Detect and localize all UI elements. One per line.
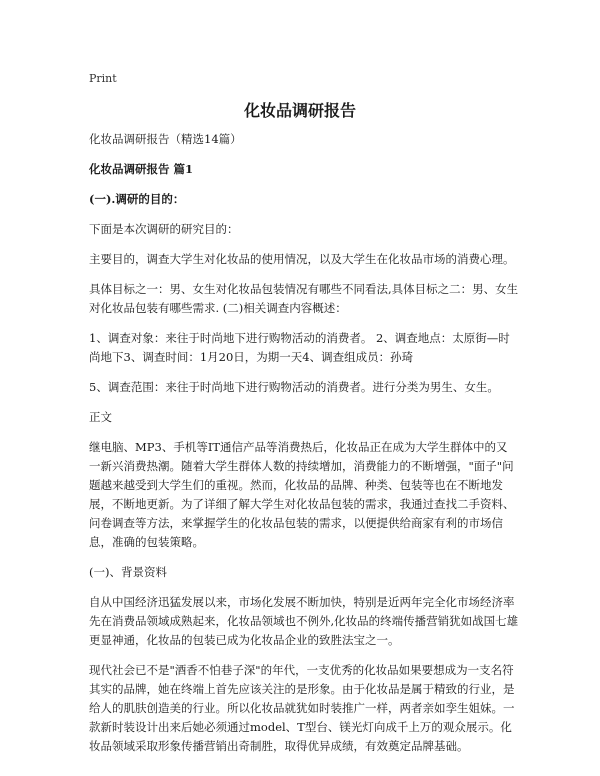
page-title: 化妆品调研报告 [243, 101, 356, 120]
subtitle: 化妆品调研报告（精选14篇） [89, 132, 242, 146]
paragraph: 5、调查范围：来往于时尚地下进行购物活动的消费者。进行分类为男生、女生。 [89, 380, 499, 394]
section-heading: 化妆品调研报告 篇1 [89, 162, 194, 176]
body-heading: 正文 [89, 410, 112, 424]
print-label[interactable]: Print [89, 72, 117, 85]
paragraph: 继电脑、MP3、手机等IT通信产品等消费热后，化妆品正在成为大学生群体中的又一新兴消费热潮。随着大学生群体人数的持续增加，消费能力的不断增强，"面子"问题越来越受到大学生们的重视。然而，化妆品的品牌、种类、包装等也在不断地发展，不断地更新。为了详细了解大学生对化妆品包装的需求，我通过查找二手资料、问卷调查等方法，来掌握学生的化妆品包装的需求，以便提供给商家有利的市场信息，准确的包装策略。 [89, 440, 515, 549]
paragraph: 1、调查对象：来往于时尚地下进行购物活动的消费者。 2、调查地点：太原街—时尚地下3、调查时间：1月20日，为期一天4、调查组成员：孙琦 [89, 331, 510, 364]
paragraph: 现代社会已不是"酒香不怕巷子深"的年代，一支优秀的化妆品如果要想成为一支名符其实的品牌，她在终端上首先应该关注的是形象。由于化妆品是属于精致的行业，是给人的肌肤创造美的行业。所以化妆品就犹如时装推广一样，两者亲如孪生姐妹。一款新时装设计出来后她必须通过model、T型台、镁光灯向成千上万的观众展示。化妆品领域采取形象传播营销出奇制胜，取得优异成绩，有效奠定品牌基础。 [89, 663, 515, 753]
purpose-heading: (一).调研的目的： [89, 192, 185, 206]
background-heading: (一)、背景资料 [89, 565, 167, 579]
paragraph: 具体目标之一：男、女生对化妆品包装情况有哪些不同看法,具体目标之二：男、女生对化妆品包装有哪些需求. (二)相关调查内容概述： [89, 282, 519, 315]
paragraph: 主要目的，调查大学生对化妆品的使用情况，以及大学生在化妆品市场的消费心理。 [89, 252, 515, 266]
paragraph: 自从中国经济迅猛发展以来，市场化发展不断加快，特别是近两年完全化市场经济率先在消费品领域成熟起来，化妆品领域也不例外,化妆品的终端传播营销犹如战国七雄更显神通，化妆品的包装已成为化妆品企业的致胜法宝之一。 [89, 595, 519, 647]
document-body [89, 130, 519, 767]
paragraph: 下面是本次调研的研究目的： [89, 222, 239, 236]
